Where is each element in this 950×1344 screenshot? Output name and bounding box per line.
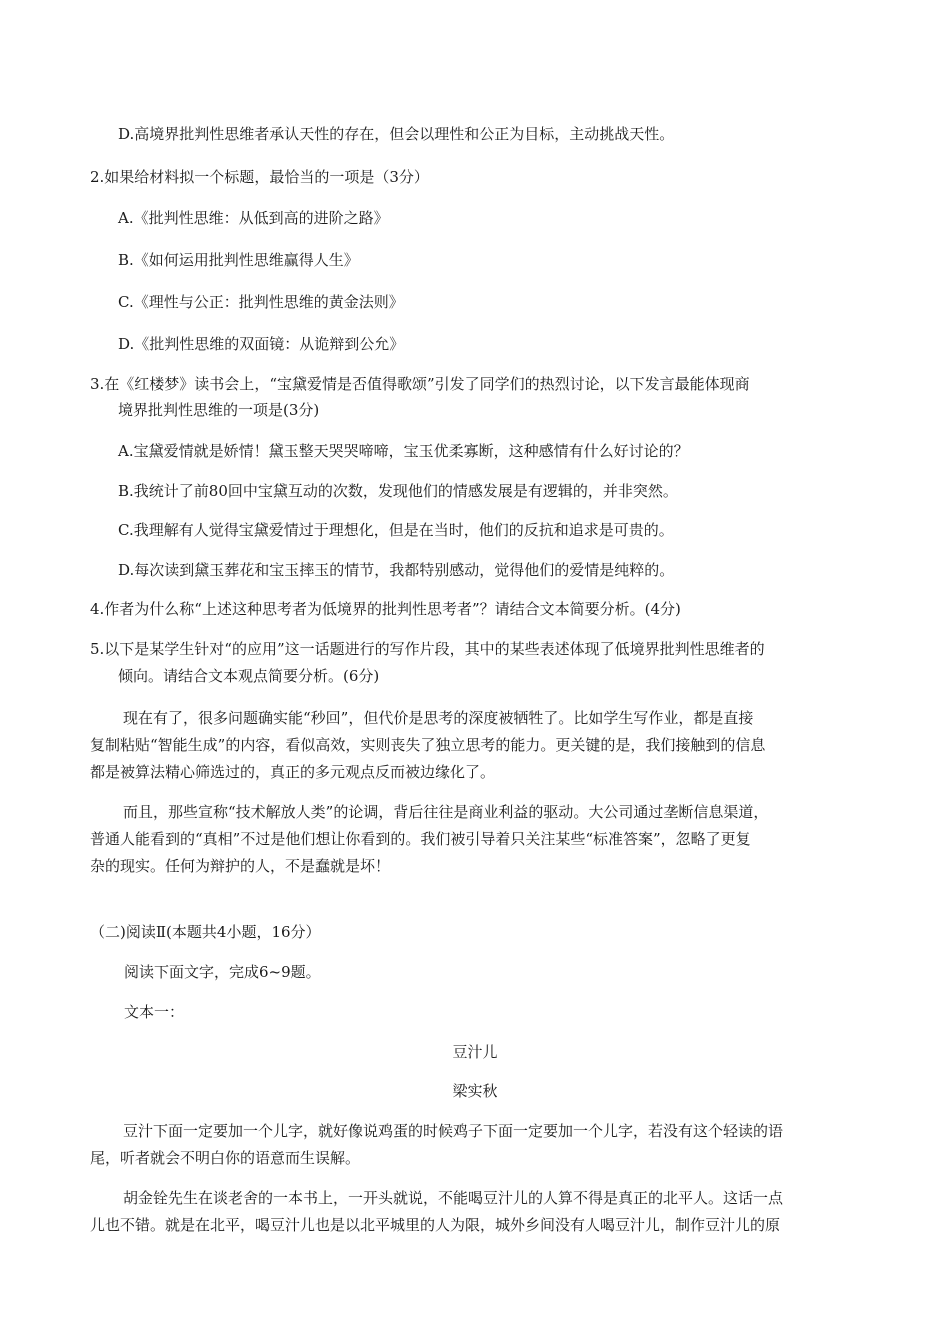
article-para1-line-1: 豆汁下面一定要加一个儿字，就好像说鸡蛋的时候鸡子下面一定要加一个儿字，若没有这个轻读的语 <box>123 1122 784 1140</box>
q5-stem-line-1: 5.以下是某学生针对“的应用”这一话题进行的写作片段，其中的某些表述体现了低境界批判性思维者的 <box>90 640 765 658</box>
q2-option-b: B.《如何运用批判性思维赢得人生》 <box>118 251 359 269</box>
q1-option-d: D.高境界批判性思维者承认天性的存在，但会以理性和公正为目标，主动挑战天性。 <box>118 125 675 143</box>
q3-stem-line-1: 3.在《红楼梦》读书会上，“宝黛爱情是否值得歌颂”引发了同学们的热烈讨论，以下发言最能体现商 <box>90 375 750 393</box>
article-para1-line-2: 尾，听者就会不明白你的语意而生误解。 <box>90 1149 361 1167</box>
q5-passage-para1-line-2: 复制粘贴“智能生成”的内容，看似高效，实则丧失了独立思考的能力。更关键的是，我们接触到的信息 <box>90 736 766 754</box>
q2-option-d: D.《批判性思维的双面镜：从诡辩到公允》 <box>118 335 405 353</box>
q5-stem-line-2: 倾向。请结合文本观点简要分析。(6分) <box>118 667 380 685</box>
article-author: 梁实秋 <box>452 1082 498 1100</box>
article-para2-line-1: 胡金铨先生在谈老舍的一本书上，一开头就说，不能喝豆汁儿的人算不得是真正的北平人。这话一点 <box>123 1189 784 1207</box>
q5-passage-para2-line-2: 普通人能看到的“真相”不过是他们想让你看到的。我们被引导着只关注某些“标准答案”，忽略了更复 <box>90 830 751 848</box>
q3-option-c: C.我理解有人觉得宝黛爱情过于理想化，但是在当时，他们的反抗和追求是可贵的。 <box>118 521 674 539</box>
q2-option-a: A.《批判性思维：从低到高的进阶之路》 <box>118 209 389 227</box>
section-2-heading: （二)阅读Ⅱ(本题共4小题，16分） <box>90 923 321 941</box>
q3-stem-line-2: 境界批判性思维的一项是(3分) <box>118 401 320 419</box>
q5-passage-para1-line-1: 现在有了，很多问题确实能“秒回”，但代价是思考的深度被牺牲了。比如学生写作业，都是直接 <box>123 709 754 727</box>
article-title: 豆汁儿 <box>452 1043 498 1061</box>
q3-option-d: D.每次读到黛玉葬花和宝玉摔玉的情节，我都特别感动，觉得他们的爱情是纯粹的。 <box>118 561 675 579</box>
q2-stem: 2.如果给材料拟一个标题，最恰当的一项是（3分） <box>90 168 429 186</box>
q2-option-c: C.《理性与公正：批判性思维的黄金法则》 <box>118 293 404 311</box>
section-2-instruction: 阅读下面文字，完成6~9题。 <box>124 963 321 981</box>
q3-option-b: B.我统计了前80回中宝黛互动的次数，发现他们的情感发展是有逻辑的，并非突然。 <box>118 482 678 500</box>
q4-stem: 4.作者为什么称“上述这种思考者为低境界的批判性思考者”？请结合文本简要分析。(4分) <box>90 600 681 618</box>
q3-option-a: A.宝黛爱情就是娇情！黛玉整天哭哭啼啼，宝玉优柔寡断，这种感情有什么好讨论的？ <box>118 442 689 460</box>
article-para2-line-2: 儿也不错。就是在北平，喝豆汁儿也是以北平城里的人为限，城外乡间没有人喝豆汁儿，制作豆汁儿的原 <box>90 1216 781 1234</box>
q5-passage-para1-line-3: 都是被算法精心筛选过的，真正的多元观点反而被边缘化了。 <box>90 763 496 781</box>
text-one-label: 文本一： <box>124 1003 185 1021</box>
q5-passage-para2-line-3: 杂的现实。任何为辩护的人，不是蠢就是坏！ <box>90 857 391 875</box>
q5-passage-para2-line-1: 而且，那些宣称“技术解放人类”的论调，背后往往是商业利益的驱动。大公司通过垄断信息渠道， <box>123 803 769 821</box>
